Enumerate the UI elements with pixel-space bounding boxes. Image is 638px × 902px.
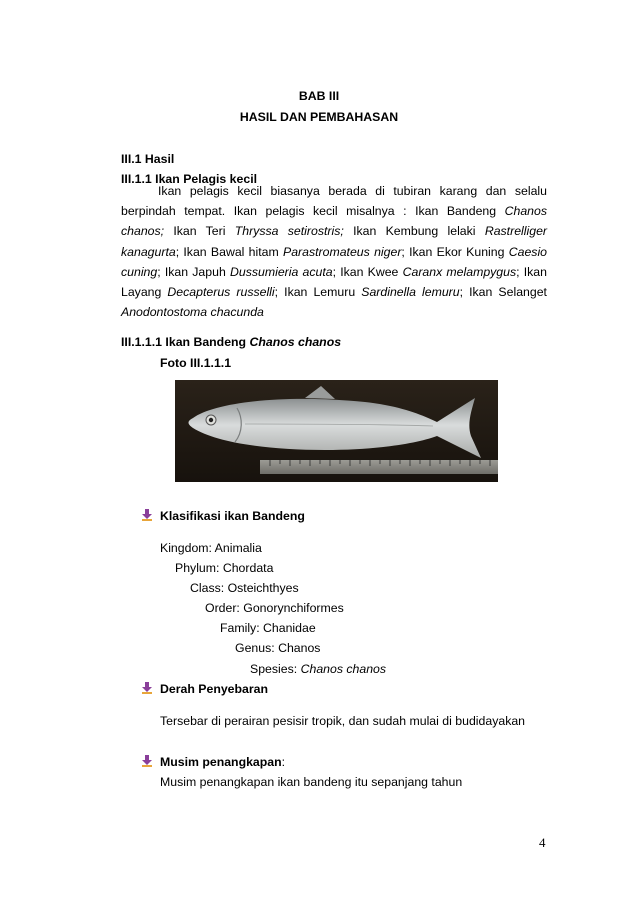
taxon-genus: Genus: Chanos xyxy=(235,641,321,655)
chapter-title: HASIL DAN PEMBAHASAN xyxy=(239,110,399,124)
season-heading: Musim penangkapan: xyxy=(160,755,286,769)
distribution-heading: Derah Penyebaran xyxy=(160,682,268,696)
photo-caption: Foto III.1.1.1 xyxy=(160,356,232,370)
distribution-text: Tersebar di perairan pesisir tropik, dan sudah mulai di budidayakan xyxy=(160,714,526,728)
page-number: 4 xyxy=(539,835,546,850)
bandeng-heading: III.1.1.1 Ikan Bandeng Chanos chanos xyxy=(121,335,342,349)
taxon-order: Order: Gonorynchiformes xyxy=(205,601,344,615)
bullet-arrow-icon xyxy=(141,682,153,694)
classification-heading: Klasifikasi ikan Bandeng xyxy=(160,509,305,523)
chapter-label: BAB III xyxy=(298,89,340,103)
season-text: Musim penangkapan ikan bandeng itu sepanjang tahun xyxy=(160,775,463,789)
bullet-arrow-icon xyxy=(141,509,153,521)
taxon-class: Class: Osteichthyes xyxy=(190,581,299,595)
fish-photo xyxy=(175,380,498,482)
bullet-arrow-icon xyxy=(141,755,153,767)
intro-paragraph: Ikan pelagis kecil biasanya berada di tubiran karang dan selalu berpindah tempat. Ikan pelagis kecil misalnya : Ikan Bandeng Chanos chanos; Ikan Teri Thryssa setirostris; Ikan Kembung lelaki Rastrelliger kanagurta; Ikan Bawal hitam Parastromateus niger; Ikan Ekor Kuning Caesio cuning; Ikan Japuh Dussumieria acuta; Ikan Kwee Caranx melampygus; Ikan Layang Decapterus russelli; Ikan Lemuru Sardinella lemuru; Ikan Selanget Anodontostoma chacunda xyxy=(121,184,548,320)
subsection-heading: III.1.1 Ikan Pelagis kecil xyxy=(121,172,258,186)
taxon-family: Family: Chanidae xyxy=(220,621,316,635)
taxon-species: Spesies: Chanos chanos xyxy=(250,662,387,676)
section-heading: III.1 Hasil xyxy=(121,152,175,166)
taxon-phylum: Phylum: Chordata xyxy=(175,561,274,575)
taxon-kingdom: Kingdom: Animalia xyxy=(160,541,262,555)
